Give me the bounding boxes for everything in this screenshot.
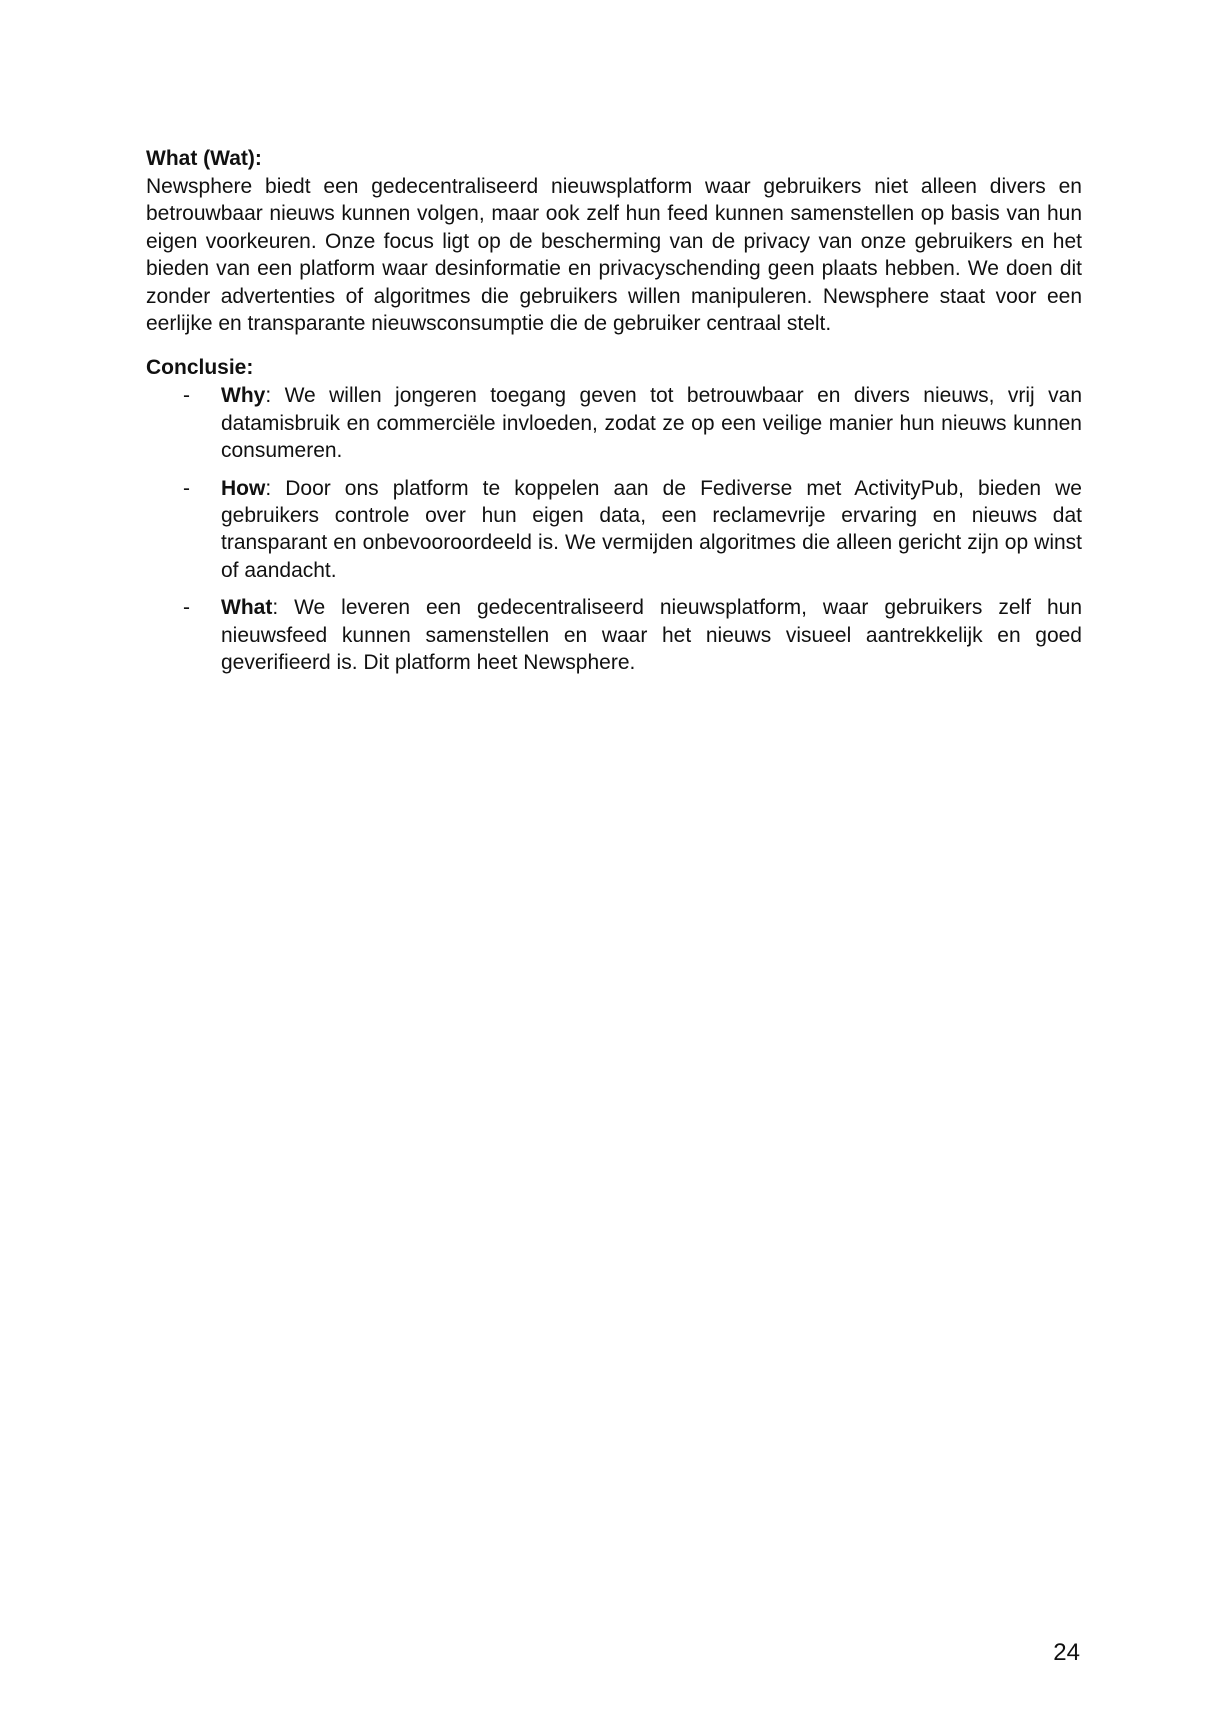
bullet-text-how: : Door ons platform te koppelen aan de Fediverse met ActivityPub, bieden we gebruikers controle over hun eigen data, een reclamevrije ervaring en nieuws dat transparant en onbevooroordeeld is. We vermijden algoritmes die alleen gericht zijn op winst of aandacht. <box>221 476 1082 582</box>
conclusie-list <box>146 382 1082 676</box>
document-page <box>146 145 1082 687</box>
bullet-key-why: Why <box>221 384 266 408</box>
list-item-why <box>146 382 1082 464</box>
bullet-dash: - <box>183 384 190 408</box>
list-item-how <box>146 475 1082 585</box>
what-heading: What (Wat): <box>146 147 262 170</box>
conclusie-section <box>146 354 1082 676</box>
bullet-text-why: : We willen jongeren toegang geven tot betrouwbaar en divers nieuws, vrij van datamisbruik en commerciële invloeden, zodat ze op een veilige manier hun nieuws kunnen consumeren. <box>221 384 1082 463</box>
conclusie-heading: Conclusie: <box>146 356 254 380</box>
what-paragraph: Newsphere biedt een gedecentraliseerd nieuwsplatform waar gebruikers niet alleen divers en betrouwbaar nieuws kunnen volgen, maar ook zelf hun feed kunnen samenstellen op basis van hun eigen voorkeuren. Onze focus ligt op de bescherming van de privacy van onze gebruikers en het bieden van een platform waar desinformatie en privacyschending geen plaats hebben. We doen dit zonder advertenties of algoritmes die gebruikers willen manipuleren. Newsphere staat voor een eerlijke en transparante nieuwsconsumptie die de gebruiker centraal stelt. <box>146 175 1082 336</box>
page-number: 24 <box>1053 1639 1080 1666</box>
bullet-dash: - <box>183 596 190 620</box>
bullet-text-what: : We leveren een gedecentraliseerd nieuwsplatform, waar gebruikers zelf hun nieuwsfeed kunnen samenstellen en waar het nieuws visueel aantrekkelijk en goed geverifieerd is. Dit platform heet Newsphere. <box>221 596 1082 675</box>
bullet-key-what: What <box>221 596 273 620</box>
list-item-what <box>146 594 1082 676</box>
bullet-key-how: How <box>221 476 266 500</box>
what-section <box>146 145 1082 337</box>
bullet-dash: - <box>183 476 190 500</box>
